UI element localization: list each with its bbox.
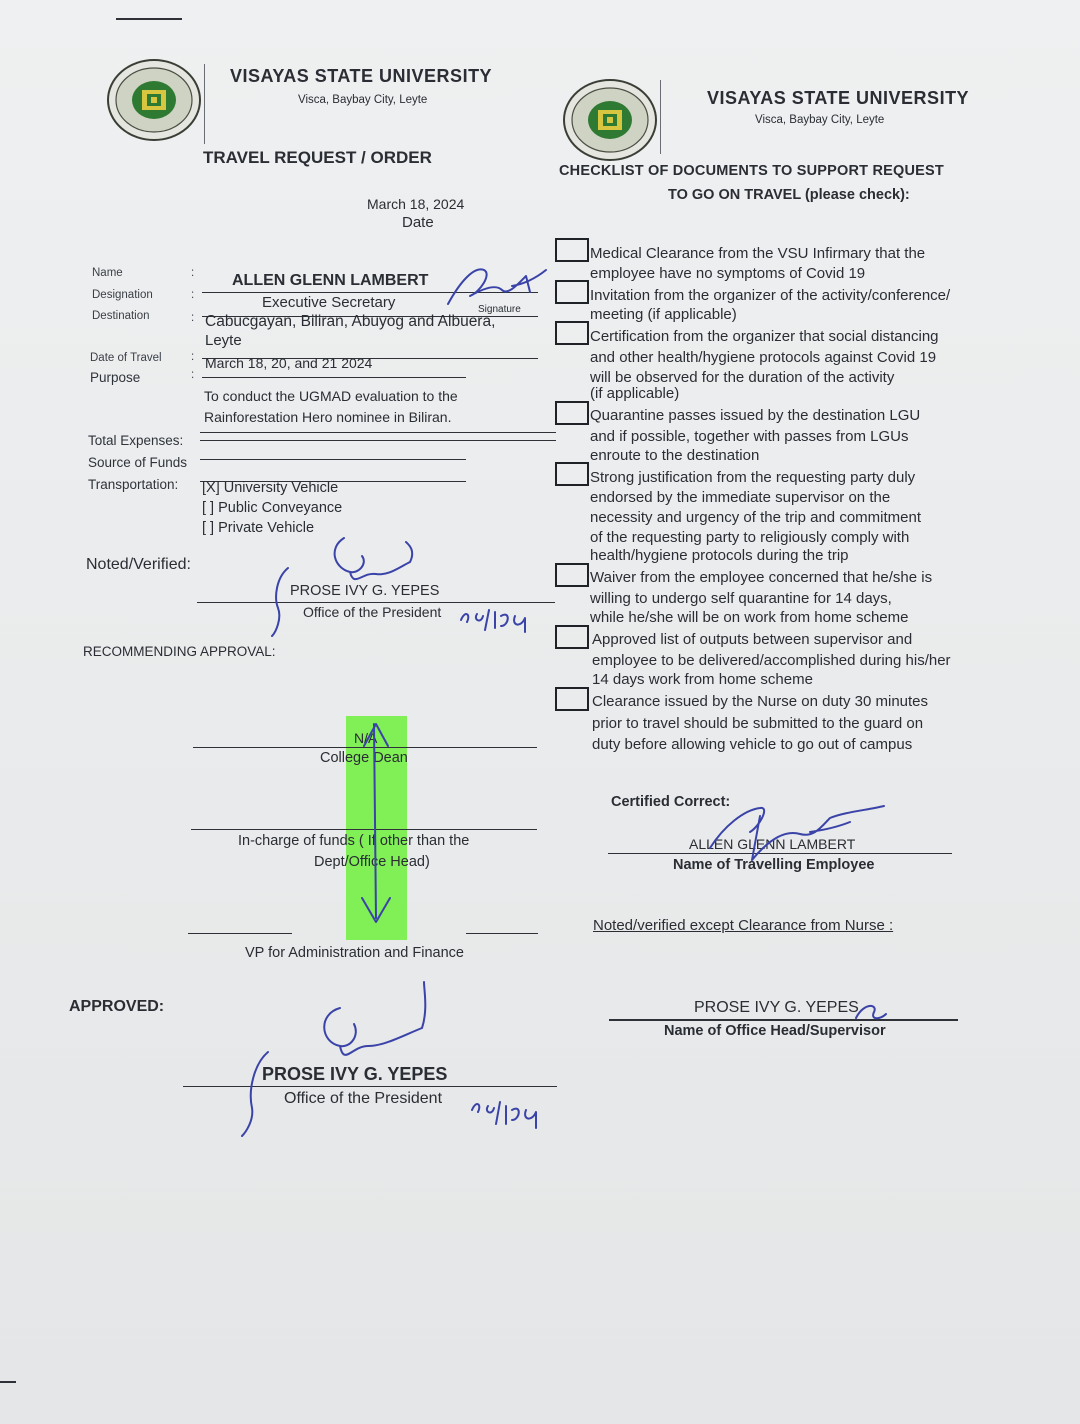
noted-verified-label: Noted/Verified: (86, 556, 191, 573)
destination-label: Destination (92, 310, 150, 322)
employee-line (608, 853, 952, 854)
request-date: March 18, 2024 (367, 196, 465, 212)
item-invitation-line-2: meeting (if applicable) (590, 306, 737, 323)
total-expenses-line (200, 440, 556, 441)
purpose-line (200, 432, 556, 433)
vp-line-left (188, 933, 292, 934)
item-justification-line-4: of the requesting party to religiously comply with (590, 529, 910, 546)
date-travel-label: Date of Travel (90, 352, 162, 364)
date-label: Date (402, 214, 434, 231)
approved-label: APPROVED: (69, 998, 165, 1015)
university-seal-right (562, 78, 658, 162)
item-quarantine-line-2: and if possible, together with passes from LGUs (590, 428, 909, 445)
item-certification-line-2: and other health/hygiene protocols against Covid 19 (590, 349, 937, 366)
recommending-label: RECOMMENDING APPROVAL: (83, 644, 276, 659)
university-address-right: Visca, Baybay City, Leyte (755, 114, 885, 126)
checkbox-medical[interactable] (555, 238, 589, 262)
checkbox-nurse-clearance[interactable] (555, 687, 589, 711)
item-outputs-line-2: employee to be delivered/accomplished during his/her (592, 652, 951, 669)
date-travel-colon: : (191, 351, 195, 363)
transportation-label: Transportation: (88, 477, 179, 492)
item-waiver-line-2: willing to undergo self quarantine for 14 days, (590, 590, 892, 607)
item-justification-line-1: Strong justification from the requesting party duly (590, 469, 916, 486)
checkbox-approved-outputs[interactable] (555, 625, 589, 649)
date-travel-value: March 18, 20, and 21 2024 (205, 355, 373, 371)
designation-colon: : (191, 289, 195, 301)
destination-colon: : (191, 312, 195, 324)
certified-correct-label: Certified Correct: (611, 794, 731, 810)
item-medical-line-2: employee have no symptoms of Covid 19 (590, 265, 866, 282)
name-value: ALLEN GLENN LAMBERT (232, 272, 429, 289)
checkbox-waiver[interactable] (555, 563, 589, 587)
item-medical-line-1: Medical Clearance from the VSU Infirmary that the (590, 245, 926, 262)
total-expenses-label: Total Expenses: (88, 433, 184, 448)
item-justification-line-5: health/hygiene protocols during the trip (590, 547, 849, 564)
form-title: TRAVEL REQUEST / ORDER (203, 148, 432, 167)
dean-line (193, 747, 537, 748)
noted-name: PROSE IVY G. YEPES (290, 583, 440, 599)
checklist-title-2: TO GO ON TRAVEL (please check): (668, 187, 910, 203)
university-address-left: Visca, Baybay City, Leyte (298, 94, 428, 106)
noted-title: Office of the President (303, 604, 442, 620)
scan-edge-mark (0, 1381, 16, 1383)
destination-value-1: Cabucgayan, Biliran, Abuyog and Albuera, (205, 313, 496, 330)
item-justification-line-2: endorsed by the immediate supervisor on the (590, 489, 891, 506)
item-justification-line-3: necessity and urgency of the trip and commitment (590, 509, 921, 526)
destination-value-2: Leyte (205, 332, 242, 349)
employee-caption: Name of Travelling Employee (673, 857, 875, 873)
funds-caption-1: In-charge of funds ( If other than the (238, 833, 470, 849)
vp-caption: VP for Administration and Finance (245, 945, 464, 961)
head-name: PROSE IVY G. YEPES (694, 999, 859, 1016)
item-outputs-line-1: Approved list of outputs between supervisor and (592, 631, 913, 648)
transport-option-public: [ ] Public Conveyance (202, 500, 343, 516)
funds-caption-2: Dept/Office Head) (314, 854, 430, 870)
designation-value: Executive Secretary (262, 294, 396, 311)
university-name-left: VISAYAS STATE UNIVERSITY (230, 66, 493, 86)
item-nurse-line-2: prior to travel should be submitted to the guard on (592, 715, 924, 732)
scan-mark (116, 18, 182, 20)
head-line (609, 1019, 958, 1021)
item-waiver-line-3: while he/she will be on work from home scheme (590, 609, 909, 626)
checkbox-certification[interactable] (555, 321, 589, 345)
checklist-title-1: CHECKLIST OF DOCUMENTS TO SUPPORT REQUEST (559, 163, 944, 179)
approved-name: PROSE IVY G. YEPES (262, 1064, 448, 1084)
name-line (202, 292, 538, 293)
item-certification-line-3: will be observed for the duration of the activity (590, 369, 895, 386)
noted-line (197, 602, 555, 603)
head-caption: Name of Office Head/Supervisor (664, 1023, 886, 1039)
header-divider-right (660, 80, 661, 154)
checkbox-quarantine-passes[interactable] (555, 401, 589, 425)
signature-label: Signature (478, 304, 521, 315)
item-quarantine-line-1: Quarantine passes issued by the destination LGU (590, 407, 921, 424)
transport-option-private: [ ] Private Vehicle (202, 520, 315, 536)
transport-option-university: [X] University Vehicle (202, 480, 339, 496)
item-nurse-line-3: duty before allowing vehicle to go out of campus (592, 736, 913, 753)
dean-caption: College Dean (320, 750, 408, 766)
designation-label: Designation (92, 289, 153, 301)
checkbox-justification[interactable] (555, 462, 589, 486)
checkbox-invitation[interactable] (555, 280, 589, 304)
date-travel-line (202, 377, 466, 378)
header-divider-left (204, 64, 205, 144)
item-nurse-line-1: Clearance issued by the Nurse on duty 30 minutes (592, 693, 929, 710)
item-waiver-line-1: Waiver from the employee concerned that he/she is (590, 569, 933, 586)
vp-line-right (466, 933, 538, 934)
source-funds-label: Source of Funds (88, 455, 188, 470)
approved-date-mark (466, 1096, 546, 1134)
approved-signature-mark (228, 980, 498, 1140)
funds-line (191, 829, 537, 830)
university-name-right: VISAYAS STATE UNIVERSITY (707, 88, 970, 108)
purpose-colon: : (191, 369, 195, 381)
noted-except-label: Noted/verified except Clearance from Nurse : (593, 917, 894, 934)
item-invitation-line-1: Invitation from the organizer of the activity/conference/ (590, 287, 951, 304)
source-funds-line (200, 459, 466, 460)
dean-na: N/A (354, 730, 378, 746)
approved-title: Office of the President (284, 1090, 443, 1107)
item-quarantine-line-3: enroute to the destination (590, 447, 760, 464)
item-outputs-line-3: 14 days work from home scheme (592, 671, 813, 688)
item-certification-line-4: (if applicable) (590, 385, 680, 402)
purpose-value-1: To conduct the UGMAD evaluation to the (204, 388, 458, 404)
employee-name: ALLEN GLENN LAMBERT (689, 836, 856, 852)
item-certification-line-1: Certification from the organizer that social distancing (590, 328, 939, 345)
purpose-label: Purpose (90, 370, 141, 385)
name-colon: : (191, 267, 195, 279)
university-seal-left (106, 58, 202, 142)
approved-line (183, 1086, 557, 1087)
purpose-value-2: Rainforestation Hero nominee in Biliran. (204, 409, 452, 425)
noted-date-mark (455, 600, 535, 638)
name-label: Name (92, 267, 123, 279)
